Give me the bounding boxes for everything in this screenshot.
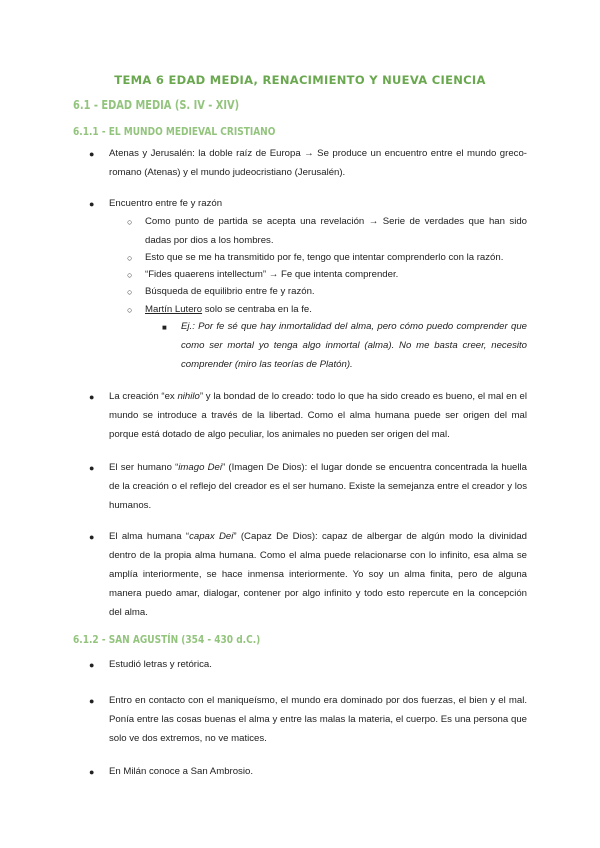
bullet-icon: ● bbox=[89, 392, 95, 402]
bullet-icon: ● bbox=[89, 149, 95, 159]
list-item-letras: Estudió letras y retórica. bbox=[109, 659, 212, 670]
sub-item-fides: “Fides quaerens intellectum” → Fe que intenta comprender. bbox=[145, 269, 399, 280]
creacion-text-post: ” y la bondad de lo creado: todo lo que ha sido creado es bueno, el mal en el mundo se introduce a través de la libertad. Como el alma humana puede ser origen del mal porque está dotado de algo peculiar, los animales no pueden ser origen del mal. bbox=[109, 391, 527, 440]
section-heading-6-1-1: 6.1.1 - EL MUNDO MEDIEVAL CRISTIANO bbox=[73, 125, 276, 138]
section-heading-6-1-2: 6.1.2 - SAN AGUSTÍN (354 - 430 d.C.) bbox=[73, 633, 261, 646]
list-item-maniqueismo: Entro en contacto con el maniqueísmo, el mundo era dominado por dos fuerzas, el bien y el mal. Ponía entre las cosas buenas el alma y entre las malas la materia, el cuerpo. Es una persona que solo ve dos extremos, no ve matices. bbox=[109, 695, 527, 744]
capax-text-em: capax Dei bbox=[189, 531, 234, 542]
sub-item-revelacion: Como punto de partida se acepta una revelación → Serie de verdades que han sido dadas por dios a los hombres. bbox=[145, 216, 527, 246]
list-item-encuentro: Encuentro entre fe y razón bbox=[109, 198, 223, 209]
sub-item-busqueda: Búsqueda de equilibrio entre fe y razón. bbox=[145, 286, 315, 297]
imago-text-em: imago Dei bbox=[178, 462, 223, 473]
hollow-bullet-icon: ○ bbox=[127, 253, 133, 263]
lutero-name: Martín Lutero bbox=[145, 304, 203, 315]
section-heading-6-1: 6.1 - EDAD MEDIA (S. IV - XIV) bbox=[73, 98, 240, 112]
capax-text-pre: El alma humana “ bbox=[109, 531, 190, 542]
hollow-bullet-icon: ○ bbox=[127, 287, 133, 297]
lutero-rest: solo se centraba en la fe. bbox=[202, 304, 312, 315]
capax-text-post: ” (Capaz De Dios): capaz de albergar de algún modo la divinidad dentro de la propia alma humana. Como el alma puede relacionarse con lo infinito, esa alma se amplía interiormente, se hace inmensa interiormente. Yo soy un alma finita, pero de alguna manera puedo amar, dialogar, contener por algo infinito y todo esto repercute en la concepción del alma. bbox=[109, 531, 527, 618]
bullet-icon: ● bbox=[89, 660, 95, 670]
list-item-capax-dei bbox=[109, 527, 527, 622]
bullet-icon: ● bbox=[89, 767, 95, 777]
list-item-atenas: Atenas y Jerusalén: la doble raíz de Europa → Se produce un encuentro entre el mundo greco-romano (Atenas) y el mundo judeocristiano (Jerusalén). bbox=[109, 148, 527, 178]
page-title: TEMA 6 EDAD MEDIA, RENACIMIENTO Y NUEVA CIENCIA bbox=[114, 73, 486, 87]
hollow-bullet-icon: ○ bbox=[127, 217, 133, 227]
square-bullet-icon: ■ bbox=[162, 323, 167, 332]
bullet-icon: ● bbox=[89, 696, 95, 706]
imago-text-pre: El ser humano “ bbox=[109, 462, 179, 473]
creacion-text-pre: La creación “ex bbox=[109, 391, 178, 402]
hollow-bullet-icon: ○ bbox=[127, 305, 133, 315]
sub-item-transmitido: Esto que se me ha transmitido por fe, tengo que intentar comprenderlo con la razón. bbox=[145, 252, 504, 263]
list-item-imago-dei bbox=[109, 458, 527, 515]
bullet-icon: ● bbox=[89, 463, 95, 473]
sub-sub-item-ejemplo bbox=[181, 317, 527, 374]
bullet-icon: ● bbox=[89, 532, 95, 542]
list-item-creacion bbox=[109, 387, 527, 444]
list-item-milan: En Milán conoce a San Ambrosio. bbox=[109, 766, 253, 777]
ejemplo-text: Ej.: Por fe sé que hay inmortalidad del alma, pero cómo puedo comprender que como ser mortal yo tenga algo inmortal (alma). No me basta creer, necesito comprender (miro las teorías de Platón). bbox=[181, 321, 527, 370]
creacion-text-em: nihilo bbox=[177, 391, 200, 402]
hollow-bullet-icon: ○ bbox=[127, 270, 133, 280]
bullet-icon: ● bbox=[89, 199, 95, 209]
imago-text-post: ” (Imagen De Dios): el lugar donde se encuentra concentrada la huella de la creación o el reflejo del creador es el ser humano. Existe la semejanza entre el creador y los humanos. bbox=[109, 462, 527, 511]
